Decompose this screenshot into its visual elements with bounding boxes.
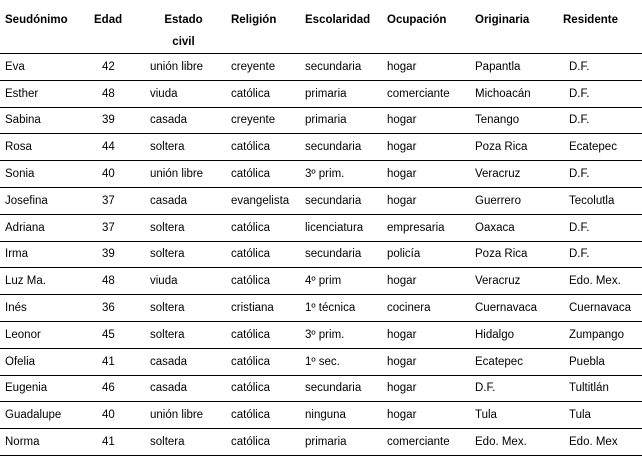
cell-religion: católica	[231, 87, 270, 100]
cell-edad: 44	[102, 141, 115, 154]
cell-seudonimo: Sonia	[5, 168, 35, 181]
cell-religion: católica	[231, 221, 270, 234]
cell-escolaridad: 3º prim.	[305, 328, 345, 341]
cell-originaria: Papantla	[475, 60, 521, 73]
table-row	[0, 187, 642, 214]
table-row	[0, 54, 642, 81]
cell-estado-civil: unión libre	[150, 168, 204, 181]
header-row	[0, 0, 642, 54]
cell-ocupacion: hogar	[387, 382, 417, 395]
header-religion: Religión	[231, 14, 277, 26]
cell-estado-civil: soltera	[150, 248, 185, 261]
cell-religion: católica	[231, 275, 270, 288]
cell-residente: D.F.	[569, 168, 590, 181]
cell-edad: 37	[102, 221, 115, 234]
cell-originaria: Veracruz	[475, 168, 521, 181]
table-row	[0, 429, 642, 456]
cell-originaria: Edo. Mex.	[475, 436, 527, 449]
table-row	[0, 348, 642, 375]
cell-escolaridad: primaria	[305, 436, 347, 449]
cell-seudonimo: Rosa	[5, 141, 32, 154]
table-row	[0, 161, 642, 188]
cell-escolaridad: secundaria	[305, 248, 362, 261]
cell-originaria: Oaxaca	[475, 221, 515, 234]
table-row	[0, 107, 642, 134]
cell-originaria: Poza Rica	[475, 141, 528, 154]
cell-estado-civil: soltera	[150, 221, 185, 234]
cell-ocupacion: policía	[387, 248, 421, 261]
cell-originaria: Cuernavaca	[475, 302, 538, 315]
cell-ocupacion: cocinera	[387, 302, 431, 315]
cell-ocupacion: hogar	[387, 194, 417, 207]
cell-seudonimo: Adriana	[5, 221, 45, 234]
cell-seudonimo: Inés	[5, 302, 27, 315]
cell-edad: 37	[102, 194, 115, 207]
cell-edad: 48	[102, 87, 115, 100]
cell-religion: católica	[231, 248, 270, 261]
cell-ocupacion: hogar	[387, 409, 417, 422]
cell-religion: católica	[231, 141, 270, 154]
cell-edad: 40	[102, 409, 115, 422]
cell-estado-civil: casada	[150, 382, 188, 395]
cell-estado-civil: soltera	[150, 141, 185, 154]
cell-ocupacion: comerciante	[387, 87, 450, 100]
header-originaria: Originaria	[475, 14, 530, 26]
cell-residente: Edo. Mex.	[569, 275, 621, 288]
cell-residente: Zumpango	[569, 328, 624, 341]
cell-originaria: Guerrero	[475, 194, 522, 207]
cell-residente: Tula	[569, 409, 591, 422]
header-estado-civil	[150, 0, 231, 54]
cell-originaria: Tenango	[475, 114, 520, 127]
cell-ocupacion: comerciante	[387, 436, 450, 449]
cell-escolaridad: licenciatura	[305, 221, 364, 234]
cell-escolaridad: 3º prim.	[305, 168, 345, 181]
cell-estado-civil: unión libre	[150, 60, 204, 73]
cell-seudonimo: Ofelia	[5, 355, 36, 368]
table-row	[0, 375, 642, 402]
header-residente: Residente	[563, 14, 618, 26]
cell-originaria: Tula	[475, 409, 497, 422]
cell-edad: 45	[102, 328, 115, 341]
cell-seudonimo: Irma	[5, 248, 28, 261]
table-row	[0, 80, 642, 107]
cell-originaria: D.F.	[475, 382, 496, 395]
cell-originaria: Michoacán	[475, 87, 531, 100]
cell-residente: D.F.	[569, 60, 590, 73]
cell-seudonimo: Esther	[5, 87, 39, 100]
cell-originaria: Poza Rica	[475, 248, 528, 261]
header-edad: Edad	[94, 14, 123, 26]
cell-seudonimo: Luz Ma.	[5, 275, 46, 288]
cell-escolaridad: 4º prim	[305, 275, 342, 288]
header-civil: civil	[172, 36, 195, 48]
cell-seudonimo: Norma	[5, 436, 40, 449]
cell-seudonimo: Guadalupe	[5, 409, 62, 422]
cell-residente: Ecatepec	[569, 141, 617, 154]
cell-religion: católica	[231, 409, 270, 422]
cell-religion: católica	[231, 436, 270, 449]
header-escolaridad: Escolaridad	[305, 14, 371, 26]
cell-edad: 42	[102, 60, 115, 73]
cell-estado-civil: soltera	[150, 436, 185, 449]
cell-estado-civil: unión libre	[150, 409, 204, 422]
table-row	[0, 402, 642, 429]
cell-estado-civil: soltera	[150, 302, 185, 315]
cell-ocupacion: hogar	[387, 114, 417, 127]
cell-religion: católica	[231, 382, 270, 395]
cell-edad: 36	[102, 302, 115, 315]
cell-ocupacion: empresaria	[387, 221, 445, 234]
cell-ocupacion: hogar	[387, 141, 417, 154]
cell-escolaridad: primaria	[305, 114, 347, 127]
table-row	[0, 214, 642, 241]
cell-seudonimo: Eugenia	[5, 382, 48, 395]
cell-edad: 41	[102, 355, 115, 368]
table-row	[0, 321, 642, 348]
cell-estado-civil: soltera	[150, 328, 185, 341]
cell-residente: Tultitlán	[569, 382, 609, 395]
cell-religion: católica	[231, 355, 270, 368]
cell-estado-civil: viuda	[150, 87, 178, 100]
cell-religion: creyente	[231, 114, 276, 127]
cell-seudonimo: Josefina	[5, 194, 48, 207]
cell-originaria: Ecatepec	[475, 355, 523, 368]
table-body	[0, 54, 642, 456]
header-ocupacion: Ocupación	[387, 14, 447, 26]
cell-escolaridad: primaria	[305, 87, 347, 100]
cell-edad: 48	[102, 275, 115, 288]
cell-escolaridad: secundaria	[305, 141, 362, 154]
cell-residente: Tecolutla	[569, 194, 615, 207]
cell-religion: evangelista	[231, 194, 290, 207]
cell-residente: D.F.	[569, 221, 590, 234]
cell-residente: D.F.	[569, 248, 590, 261]
cell-escolaridad: secundaria	[305, 60, 362, 73]
cell-estado-civil: casada	[150, 194, 188, 207]
cell-ocupacion: hogar	[387, 355, 417, 368]
cell-seudonimo: Eva	[5, 60, 25, 73]
cell-residente: Puebla	[569, 355, 605, 368]
cell-ocupacion: hogar	[387, 275, 417, 288]
cell-seudonimo: Leonor	[5, 328, 41, 341]
cell-edad: 46	[102, 382, 115, 395]
cell-religion: católica	[231, 328, 270, 341]
cell-residente: D.F.	[569, 87, 590, 100]
cell-escolaridad: ninguna	[305, 409, 346, 422]
cell-residente: Edo. Mex	[569, 436, 618, 449]
cell-estado-civil: viuda	[150, 275, 178, 288]
cell-residente: Cuernavaca	[569, 302, 632, 315]
cell-escolaridad: secundaria	[305, 194, 362, 207]
cell-escolaridad: 1º sec.	[305, 355, 340, 368]
cell-ocupacion: hogar	[387, 60, 417, 73]
cell-religion: creyente	[231, 60, 276, 73]
cell-edad: 39	[102, 114, 115, 127]
cell-residente: D.F.	[569, 114, 590, 127]
table-row	[0, 268, 642, 295]
cell-edad: 40	[102, 168, 115, 181]
header-estado: Estado	[164, 14, 203, 26]
cell-ocupacion: hogar	[387, 168, 417, 181]
cell-edad: 41	[102, 436, 115, 449]
cell-religion: cristiana	[231, 302, 274, 315]
table-row	[0, 241, 642, 268]
cell-escolaridad: secundaria	[305, 382, 362, 395]
table-row	[0, 295, 642, 322]
cell-religion: católica	[231, 168, 270, 181]
table-row	[0, 134, 642, 161]
cell-originaria: Hidalgo	[475, 328, 514, 341]
cell-estado-civil: casada	[150, 114, 188, 127]
cell-estado-civil: casada	[150, 355, 188, 368]
cell-seudonimo: Sabina	[5, 114, 41, 127]
cell-escolaridad: 1º técnica	[305, 302, 356, 315]
cell-ocupacion: hogar	[387, 328, 417, 341]
cell-edad: 39	[102, 248, 115, 261]
header-seudonimo: Seudónimo	[5, 14, 68, 26]
cell-originaria: Veracruz	[475, 275, 521, 288]
